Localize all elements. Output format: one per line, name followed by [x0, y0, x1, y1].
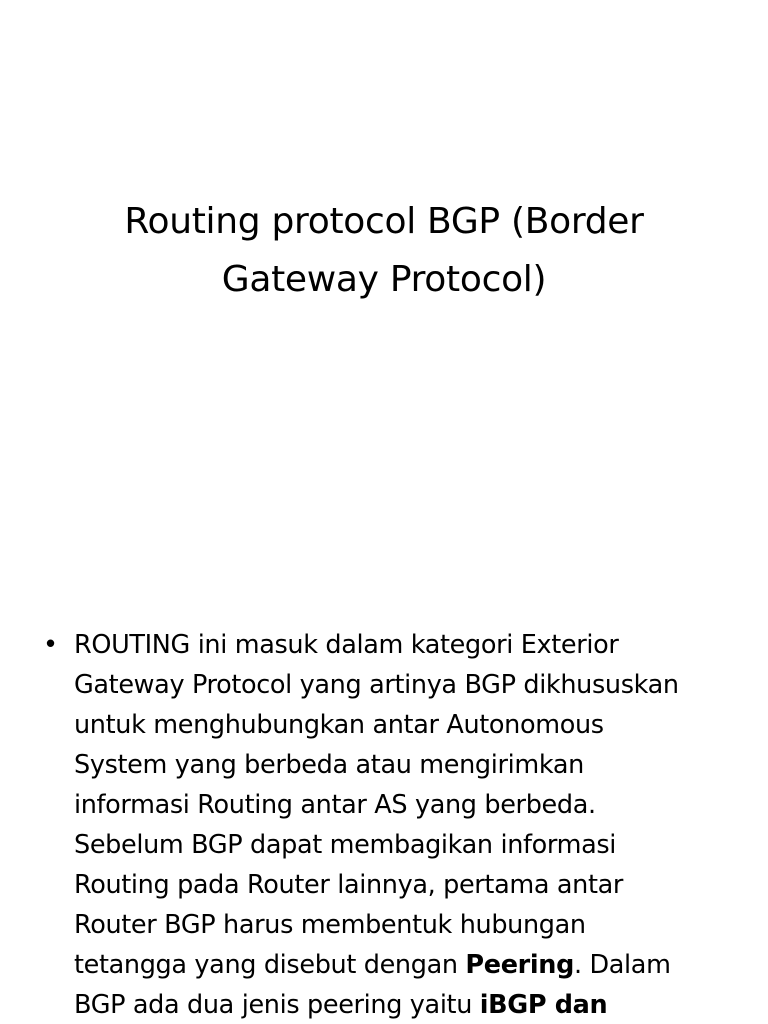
bullet-text-segment: tetangga yang disebut dengan — [74, 950, 466, 980]
bullet-marker: • — [43, 630, 58, 660]
bullet-text-line: informasi Routing antar AS yang berbeda. — [74, 790, 596, 820]
term-peering: Peering — [465, 950, 574, 980]
slide-title-line-2: Gateway Protocol) — [221, 259, 547, 300]
bullet-text-line: Sebelum BGP dapat membagikan informasi — [74, 830, 617, 860]
bullet-list — [0, 625, 768, 1024]
bullet-item — [0, 625, 768, 1024]
bullet-text-line: Routing pada Router lainnya, pertama antar — [74, 870, 624, 900]
bullet-text-line: untuk menghubungkan antar Autonomous — [74, 710, 604, 740]
bullet-text-line — [74, 985, 748, 1024]
bullet-text-segment: . Dalam — [573, 950, 671, 980]
slide-title-line-1: Routing protocol BGP (Border — [124, 201, 644, 242]
bullet-text-line: Gateway Protocol yang artinya BGP dikhususkan — [74, 670, 679, 700]
bullet-text-segment: BGP ada dua jenis peering yaitu — [74, 990, 480, 1020]
bullet-text-line: Router BGP harus membentuk hubungan — [74, 910, 586, 940]
bullet-text-line: System yang berbeda atau mengirimkan — [74, 750, 584, 780]
slide-title — [60, 193, 708, 309]
bullet-text-line — [74, 945, 748, 985]
bullet-text-line: ROUTING ini masuk dalam kategori Exterior — [74, 630, 619, 660]
term-ibgp: iBGP dan — [479, 990, 608, 1020]
